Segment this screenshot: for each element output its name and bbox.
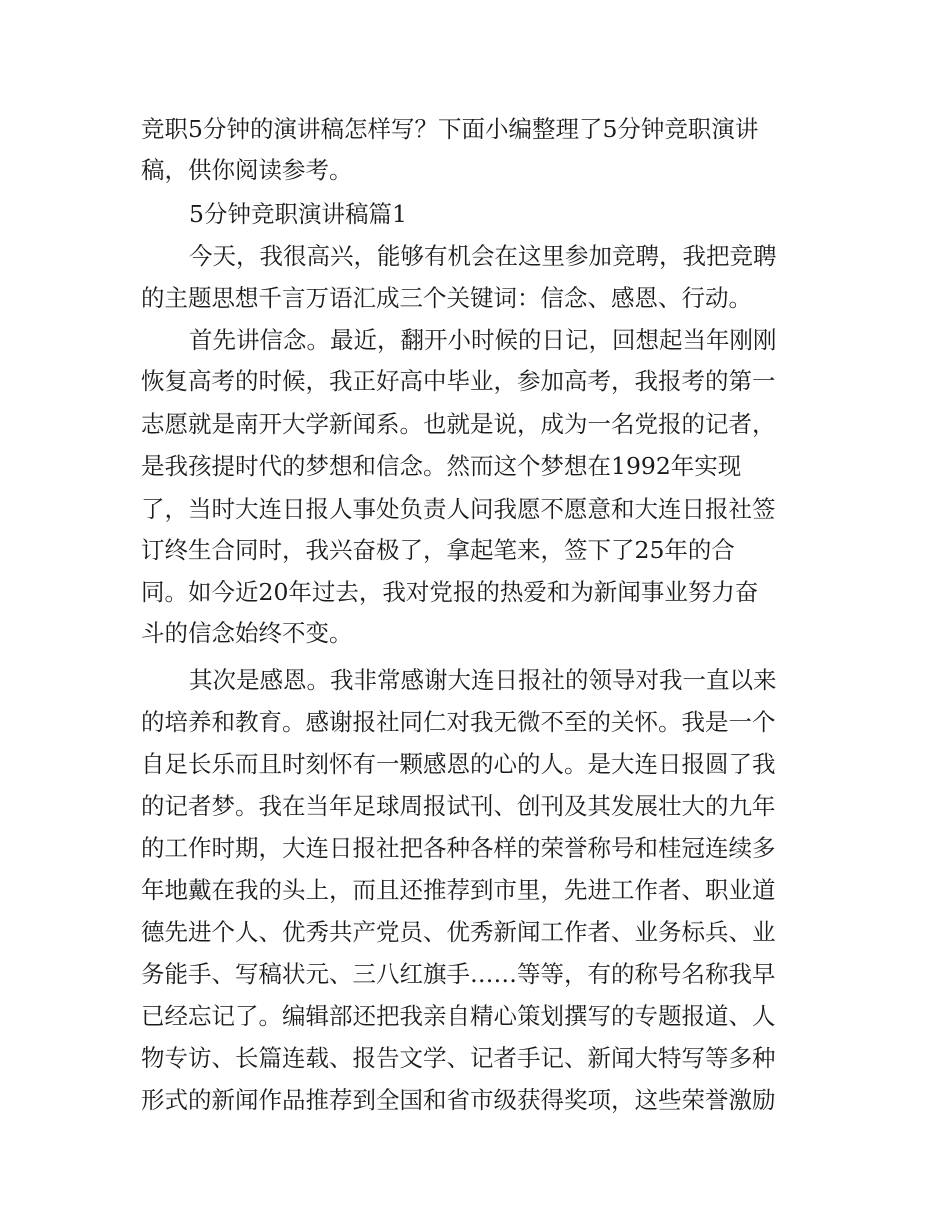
text-line: 斗的信念始终不变。	[141, 619, 353, 647]
text-line: 今天，我很高兴，能够有机会在这里参加竞聘，我把竞聘	[189, 242, 777, 270]
text-line: 同。如今近20年过去，我对党报的热爱和为新闻事业努力奋	[141, 578, 759, 606]
text-line: 形式的新闻作品推荐到全国和省市级获得奖项，这些荣誉激励	[141, 1086, 776, 1114]
text-line: 稿，供你阅读参考。	[141, 156, 353, 184]
text-line: 务能手、写稿状元、三八红旗手……等等，有的称号名称我早	[141, 960, 776, 988]
text-line: 自足长乐而且时刻怀有一颗感恩的心的人。是大连日报圆了我	[141, 750, 776, 778]
text-line: 的记者梦。我在当年足球周报试刊、创刊及其发展壮大的九年	[141, 792, 776, 820]
text-line: 志愿就是南开大学新闻系。也就是说，成为一名党报的记者，	[141, 410, 776, 438]
text-line: 的主题思想千言万语汇成三个关键词：信念、感恩、行动。	[141, 284, 752, 312]
text-line: 是我孩提时代的梦想和信念。然而这个梦想在1992年实现	[141, 452, 742, 480]
text-line: 物专访、长篇连载、报告文学、记者手记、新闻大特写等多种	[141, 1044, 776, 1072]
section-heading: 5分钟竞职演讲稿篇1	[189, 200, 407, 228]
text-line: 恢复高考的时候，我正好高中毕业，参加高考，我报考的第一	[141, 367, 776, 395]
text-line: 的培养和教育。感谢报社同仁对我无微不至的关怀。我是一个	[141, 708, 776, 736]
text-line: 已经忘记了。编辑部还把我亲自精心策划撰写的专题报道、人	[141, 1002, 776, 1030]
text-line: 德先进个人、优秀共产党员、优秀新闻工作者、业务标兵、业	[141, 918, 776, 946]
text-line: 的工作时期，大连日报社把各种各样的荣誉称号和桂冠连续多	[141, 834, 776, 862]
text-line: 订终生合同时，我兴奋极了，拿起笔来，签下了25年的合	[141, 536, 735, 564]
text-line: 首先讲信念。最近，翻开小时候的日记，回想起当年刚刚	[189, 326, 777, 354]
text-line: 其次是感恩。我非常感谢大连日报社的领导对我一直以来	[189, 666, 777, 694]
text-line: 了，当时大连日报人事处负责人问我愿不愿意和大连日报社签	[141, 495, 776, 523]
text-line: 竞职5分钟的演讲稿怎样写？下面小编整理了5分钟竞职演讲	[141, 115, 759, 143]
text-line: 年地戴在我的头上，而且还推荐到市里，先进工作者、职业道	[141, 876, 776, 904]
